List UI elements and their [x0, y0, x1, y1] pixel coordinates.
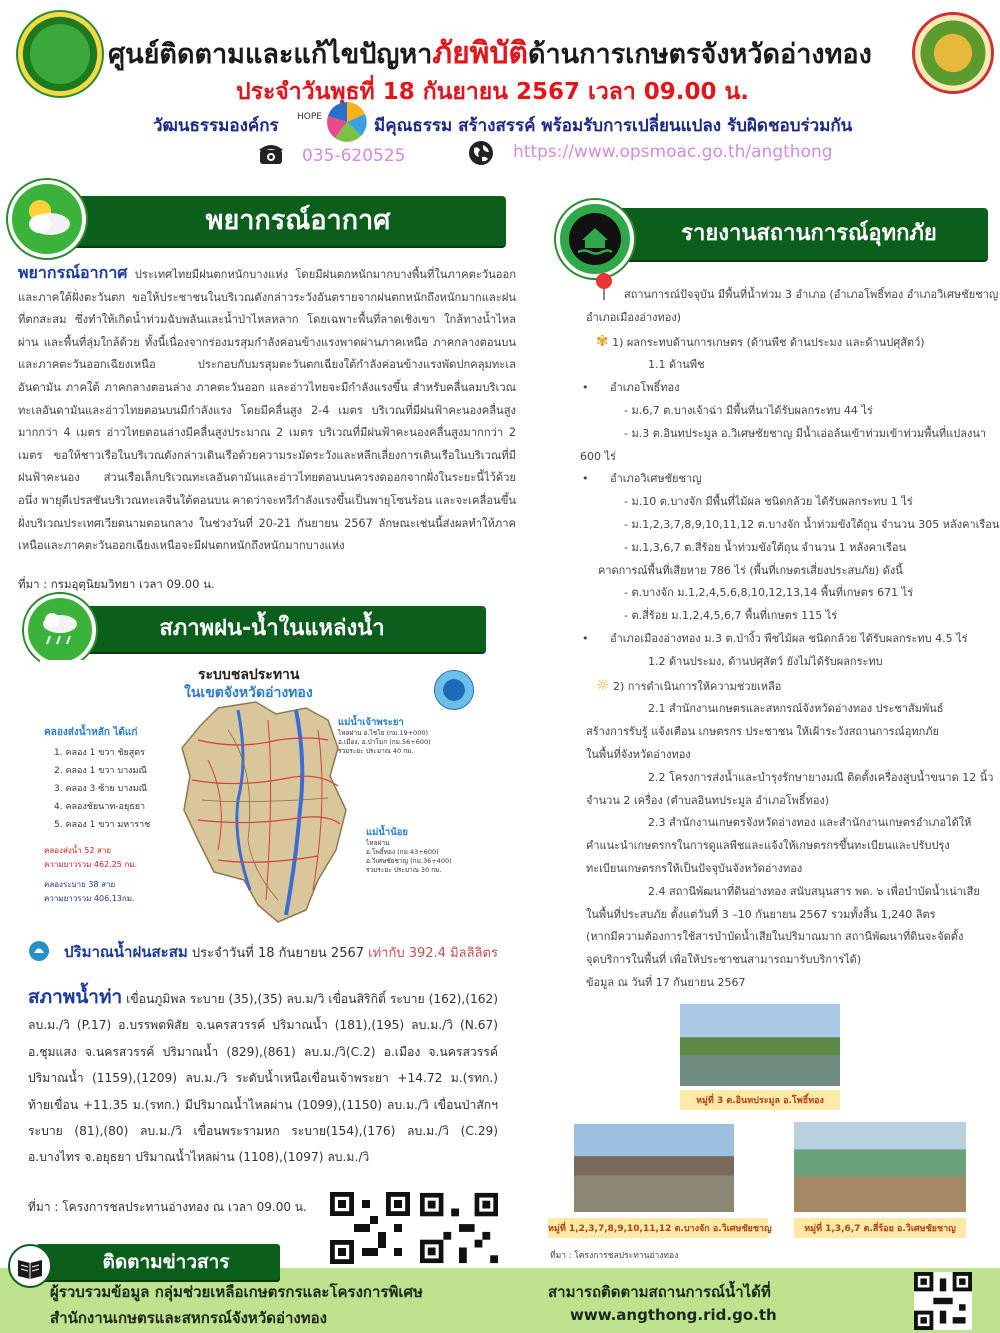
rain-circle: [24, 594, 96, 666]
title-highlight: ภัยพิบัติ: [432, 36, 528, 71]
flood-photo-2: [574, 1124, 734, 1212]
help-heading-text: 2) การดำเนินการให้ความช่วยเหลือ: [612, 679, 782, 693]
flood-intro-1: สถานการณ์ปัจจุบัน มีพื้นที่น้ำท่วม 3 อำเภอ (อำเภอโพธิ์ทอง อำเภอวิเศษชัยชาญ: [624, 288, 999, 301]
help-line: สร้างการรับรู้ แจ้งเตือน เกษตรกร ประชาชน ให้เฝ้าระวังสถานการณ์อุทกภัย: [586, 725, 939, 739]
weather-banner-title: พยากรณ์อากาศ: [205, 205, 391, 236]
weather-source: ที่มา : กรมอุตุนิยมวิทยา เวลา 09.00 น.: [18, 577, 215, 591]
river2-info: [366, 828, 481, 875]
fish-livestock: 1.2 ด้านประมง, ด้านปศุสัตว์ ยังไม่ได้รับผลกระทบ: [648, 654, 883, 668]
detail-line: - ม.1,3,6,7 ต.สี่ร้อย น้ำท่วมขังใต้ถุน จำนวน 1 หลังคาเรือน: [624, 540, 906, 554]
detail-line: - ม.3 ต.อินทประมูล อ.วิเศษชัยชาญ มีน้ำเอ่อล้นเข้าท่วมเข้าท่วมพื้นที่แปลงนา: [624, 426, 987, 440]
globe-icon: [468, 140, 494, 166]
qr-code[interactable]: [330, 1192, 410, 1264]
flood-photo-3: [794, 1122, 966, 1212]
flood-photo-1: [680, 1004, 840, 1086]
rainfall-date: ประจำวันที่ 18 กันยายน 2567: [191, 946, 369, 961]
help-line: ในพื้นที่ประสบภัย ตั้งแต่วันที่ 3 –10 กันยายน 2567 รวมทั้งสิ้น 1,240 ลิตร: [586, 907, 936, 921]
province-office-logo: [912, 12, 994, 94]
canal-item: 2. คลอง 1 ขวา บางมณี: [54, 766, 147, 776]
flood-report: [580, 284, 1000, 995]
flow-head: สภาพน้ำท่า: [28, 986, 123, 1008]
photo-3-caption: หมู่ที่ 1,3,6,7 ต.สี่ร้อย อ.วิเศษชัยชาญ: [794, 1218, 966, 1238]
help-line: (หากมีความต้องการใช้สารบำบัดน้ำเสียในปริมาณมาก สถานีพัฒนาที่ดินจะจัดตั้ง: [586, 930, 964, 944]
rid-website[interactable]: www.angthong.rid.go.th: [570, 1306, 777, 1324]
rid-logo: [434, 670, 474, 710]
help-line: 2.1 สำนักงานเกษตรและสหกรณ์จังหวัดอ่างทอง ประชาสัมพันธ์: [648, 702, 944, 716]
motto-right: มีคุณธรรม สร้างสรรค์ พร้อมรับการเปลี่ยนแปลง รับผิดชอบร่วมกัน: [374, 116, 853, 136]
flood-intro-2: อำเภอเมืองอ่างทอง): [586, 310, 682, 324]
river1-line: อ.เมือง, อ.ป่าโมก (กม.56+600): [338, 738, 431, 746]
rainfall-value: เท่ากับ 392.4 มิลลิลิตร: [368, 946, 498, 961]
flooded-house-icon: [560, 204, 630, 274]
help-line: จำนวน 2 เครื่อง (ตำบลอินทประมูล อำเภอโพธิ์ทอง): [586, 793, 830, 807]
bullet: •: [582, 472, 589, 486]
qr-code[interactable]: [914, 1272, 972, 1330]
river2-title: แม่น้ำน้อย: [366, 827, 408, 838]
detail-line: - ม.6,7 ต.บางเจ้าฉ่า มีพื้นที่นาได้รับผลกระทบ 44 ไร่: [624, 403, 873, 417]
plant-heading: 1.1 ด้านพืช: [648, 358, 705, 372]
river2-line: รวมระยะ ประมาณ 30 กม.: [366, 866, 442, 874]
weather-banner: [50, 196, 506, 246]
impact-heading: [580, 330, 990, 355]
district-muang: [580, 628, 990, 651]
header-title: [108, 30, 872, 77]
detail-line: คาดการณ์พื้นที่เสียหาย 786 ไร่ (พื้นที่เกษตรเสี่ยงประสบภัย) ดังนี้: [598, 563, 903, 577]
motto-left: วัฒนธรรมองค์กร: [153, 116, 279, 136]
detail-line: - ม.10 ต.บางจัก มีพื้นที่ไม้ผล ชนิดกล้วย ได้รับผลกระทบ 1 ไร่: [624, 495, 913, 509]
report-date: ประจำวันพุธที่ 18 กันยายน 2567 เวลา 09.00 น.: [236, 79, 749, 105]
weather-circle: [8, 180, 86, 258]
flow-source: ที่มา : โครงการชลประทานอ่างทอง ณ เวลา 09.00 น.: [28, 1200, 307, 1214]
help-line: จุดบริการในพื้นที่ เพื่อให้ประชาชนสามารถมารับบริการได้): [586, 953, 862, 967]
canal-length: ความยาวรวม 462.25 กม.: [44, 860, 138, 869]
drain-total: คลองระบาย 38 สาย: [44, 880, 116, 889]
compiler-line-1: ผู้รวบรวมข้อมูล กลุ่มช่วยเหลือเกษตรกรและโครงการพิเศษ: [50, 1283, 423, 1301]
weather-forecast: [18, 262, 516, 558]
newspaper-icon: [8, 1244, 52, 1288]
photo-2-caption: หมู่ที่ 1,2,3,7,8,9,10,11,12 ต.บางจัก อ.วิเศษชัยชาญ: [548, 1218, 768, 1238]
data-date: ข้อมูล ณ วันที่ 17 กันยายน 2567: [586, 975, 746, 989]
detail-line: - ต.สี่ร้อย ม.1,2,4,5,6,7 พื้นที่เกษตร 115 ไร่: [624, 609, 838, 623]
rain-banner: [58, 606, 486, 652]
sun-cloud-icon: [12, 184, 82, 254]
weather-lead: พยากรณ์อากาศ: [18, 263, 128, 282]
lightbulb-icon: ☼: [596, 675, 610, 694]
footer-banner: [36, 1244, 280, 1280]
canal-item: 5. คลอง 1 ขวา มหาราช: [54, 820, 151, 830]
flood-banner: [600, 208, 988, 260]
river1-line: ไหลผ่าน อ.ไชโย (กม.19+000): [338, 729, 429, 737]
flood-circle: [556, 200, 634, 278]
hope-label: HOPE: [297, 112, 322, 122]
help-line: คำแนะนำเกษตรกรในการดูแลพืชและแจ้งให้เกษตรกรขึ้นทะเบียนและปรับปรุง: [586, 839, 950, 853]
photo-source: ที่มา : โครงการชลประทานอ่างทอง: [550, 1251, 679, 1261]
river2-line: ไหลผ่าน: [366, 839, 390, 847]
phone-icon: [258, 142, 284, 166]
river1-info: [338, 718, 478, 756]
canal-item: 3. คลอง 3 ซ้าย บางมณี: [54, 784, 147, 794]
district-pothong: [580, 377, 990, 400]
impact-heading-text: 1) ผลกระทบด้านการเกษตร (ด้านพืช ด้านประมง และด้านปศุสัตว์): [612, 335, 925, 349]
title-prefix: ศูนย์ติดตามและแก้ไขปัญหา: [108, 39, 433, 70]
district-pothong-text: อำเภอโพธิ์ทอง: [610, 381, 680, 395]
water-flow: [28, 984, 498, 1171]
rice-icon: ✾: [596, 331, 609, 350]
raindrop-icon: [28, 940, 50, 962]
district-wiset: [580, 468, 990, 491]
rainfall-head: ปริมาณน้ำฝนสะสม: [64, 943, 188, 961]
footer-banner-title: ติดตามข่าวสาร: [102, 1251, 230, 1273]
book-icon: [10, 1246, 50, 1286]
map-title-1: ระบบชลประทาน: [198, 667, 300, 683]
help-line: 2.4 สถานีพัฒนาที่ดินอ่างทอง สนับสนุนสาร พด. ๖ เพื่อบำบัดน้ำเน่าเสีย: [648, 884, 980, 898]
ministry-logo: [16, 10, 104, 98]
help-line: ในพื้นที่จังหวัดอ่างทอง: [586, 747, 691, 761]
irrigation-map-panel: [40, 660, 485, 925]
follow-line: สามารถติดตามสถานการณ์น้ำได้ที่: [548, 1283, 771, 1301]
help-line: 2.2 โครงการส่งน้ำและบำรุงรักษายางมณี ติดตั้งเครื่องสูบน้ำขนาด 12 นิ้ว: [648, 770, 994, 784]
qr-code[interactable]: [420, 1192, 498, 1264]
help-line: 2.3 สำนักงานเกษตรจังหวัดอ่างทอง และสำนักงานเกษตรอำเภอได้ให้: [648, 816, 972, 830]
photo-1-caption: หมู่ที่ 3 ต.อินทประมูล อ.โพธิ์ทอง: [680, 1090, 840, 1110]
hope-pinwheel-icon: [325, 100, 369, 144]
title-suffix: ด้านการเกษตรจังหวัดอ่างทอง: [527, 39, 872, 70]
canal-total: คลองส่งน้ำ 52 สาย: [44, 846, 112, 855]
help-line: ทะเบียนเกษตรกรให้เป็นปัจจุบันจังหวัดอ่างทอง: [586, 861, 803, 875]
bullet: •: [582, 381, 589, 395]
detail-line: 600 ไร่: [580, 449, 616, 463]
drain-length: ความยาวรวม 406.13กม.: [44, 894, 135, 903]
river1-title: แม่น้ำเจ้าพระยา: [338, 717, 404, 728]
river2-line: อ.โพธิ์ทอง (กม.43+600): [366, 848, 439, 856]
flood-banner-title: รายงานสถานการณ์อุทกภัย: [681, 221, 937, 246]
map-title-2: ในเขตจังหวัดอ่างทอง: [184, 685, 313, 701]
weather-body: ประเทศไทยมีฝนตกหนักบางแห่ง โดยมีฝนตกหนักมากบางพื้นที่ในภาคตะวันออก และภาคใต้ฝั่งตะวันตก ขอให้ประชาชนในบริเวณดังกล่าวระวังอันตรายจากฝนตกหนักถึงหนักมากและฝนที่ตกสะสม ซึ่งทำให้เกิดน้ำท่วมฉับพลันและน้ำป่าไหลหลาก โดยเฉพาะพื้นที่ลาดเชิงเขา ใกล้ทางน้ำไหลผ่าน และพื้นที่ลุ่มใกล้ด้วย ทั้งนี้เนื่องจากร่องมรสุมกำลังค่อนข้างแรงพาดผ่านภาคเหนือ ภาคกลางตอนบน และภาคตะวันออกเฉียงเหนือ ประกอบกับมรสุมตะวันตกเฉียงใต้กำลังค่อนข้างแรงพัดปกคลุมทะเลอันดามัน ภาคใต้ ภาคกลางตอนล่าง ภาคตะวันออก และอ่าวไทยจะมีกำลังแรงขึ้น สำหรับคลื่นลมบริเวณทะเลอันดามันและอ่าวไทยตอนบนมีกำลังแรง โดยมีคลื่นสูง 2-4 เมตร บริเวณที่มีฝนฟ้าคะนองคลื่นสูงมากกว่า 4 เมตร อ่าวไทยตอนล่างมีคลื่นสูงประมาณ 2 เมตร บริเวณที่มีฝนฟ้าคะนองคลื่นสูงมากกว่า 2 เมตร ขอให้ชาวเรือในบริเวณดังกล่าวเดินเรือด้วยความระมัดระวังและหลีกเลี่ยงการเดินเรือในบริเวณที่มีฝนฟ้าคะนอง ส่วนเรือเล็กบริเวณทะเลอันดามันและอ่าวไทยตอนบนควรงดออกจากฝั่งในระยะนี้ไว้ด้วย อนึ่ง พายุดีเปรสชันบริเวณทะเลจีนใต้ตอนบน คาดว่าจะทวีกำลังแรงขึ้นเป็นพายุโซนร้อน และจะเคลื่อนขึ้นฝั่งบริเวณประเทศเวียดนามตอนกลาง ในช่วงวันที่ 20-21 กันยายน 2567 ลักษณะเช่นนี้ส่งผลทำให้ภาคเหนือและภาคตะวันออกเฉียงเหนือจะมีฝนตกหนักถึงหนักมากบางแห่ง: [18, 268, 516, 553]
river1-line: รวมระยะ ประมาณ 40 กม.: [338, 747, 414, 755]
rain-cloud-icon: [28, 598, 92, 662]
district-muang-text: อำเภอเมืองอ่างทอง ม.3 ต.ป่างิ้ว พืชไม้ผล ชนิดกล้วย ได้รับผลกระทบ 4.5 ไร่: [610, 631, 968, 645]
detail-line: - ม.1,2,3,7,8,9,10,11,12 ต.บางจัก น้ำท่วมขังใต้ถุน จำนวน 305 หลังคาเรือน: [624, 517, 1000, 531]
canal-item: 4. คลองชัยนาท-อยุธยา: [54, 802, 146, 812]
bullet: •: [582, 631, 589, 645]
rain-banner-title: สภาพฝน-น้ำในแหล่งน้ำ: [159, 616, 385, 641]
rainfall-line: [64, 940, 498, 964]
phone-number[interactable]: 035-620525: [302, 146, 406, 166]
help-heading: [580, 674, 990, 699]
detail-line: - ต.บางจัก ม.1,2,4,5,6,8,10,12,13,14 พื้นที่เกษตร 671 ไร่: [624, 586, 914, 600]
canal-legend: [44, 726, 164, 906]
compiler-line-2: สำนักงานเกษตรและสหกรณ์จังหวัดอ่างทอง: [50, 1309, 327, 1327]
canal-item: 1. คลอง 1 ขวา ชัยสูตร: [54, 748, 145, 758]
website-link[interactable]: https://www.opsmoac.go.th/angthong: [513, 142, 833, 162]
district-wiset-text: อำเภอวิเศษชัยชาญ: [610, 472, 702, 486]
flow-text: เขื่อนภูมิพล ระบาย (35),(35) ลบ.ม/วิ เขื่อนสิริกิติ์ ระบาย (162),(162) ลบ.ม./วิ (P.17) อ.บรรพตพิสัย จ.นครสวรรค์ ปริมาณน้ำ (181),(195) ลบ.ม./วิ (N.67) อ.ชุมแสง จ.นครสวรรค์ ปริมาณน้ำ (829),(861) ลบ.ม./วิ(C.2) อ.เมือง จ.นครสวรรค์ ปริมาณน้ำ (1159),(1209) ลบ.ม./วิ ระดับน้ำเหนือเขื่อนเจ้าพระยา +14.72 ม.(รทก.) ท้ายเขื่อน +11.35 ม.(รทก.) มีปริมาณน้ำไหลผ่าน (1099),(1150) ลบ.ม./วิ เขื่อนป่าสักฯ ระบาย (81),(80) ลบ.ม./วิ เขื่อนพระรามหก ระบาย(154),(176) ลบ.ม./วิ (C.29) อ.บางไทร จ.อยุธยา ปริมาณน้ำไหลผ่าน (1108),(1097) ลบ.ม./วิ: [28, 992, 498, 1165]
canal-legend-title: คลองส่งน้ำหลัก ได้แก่: [44, 727, 138, 738]
river2-line: อ.วิเศษชัยชาญ (กม.36+400): [366, 857, 452, 865]
